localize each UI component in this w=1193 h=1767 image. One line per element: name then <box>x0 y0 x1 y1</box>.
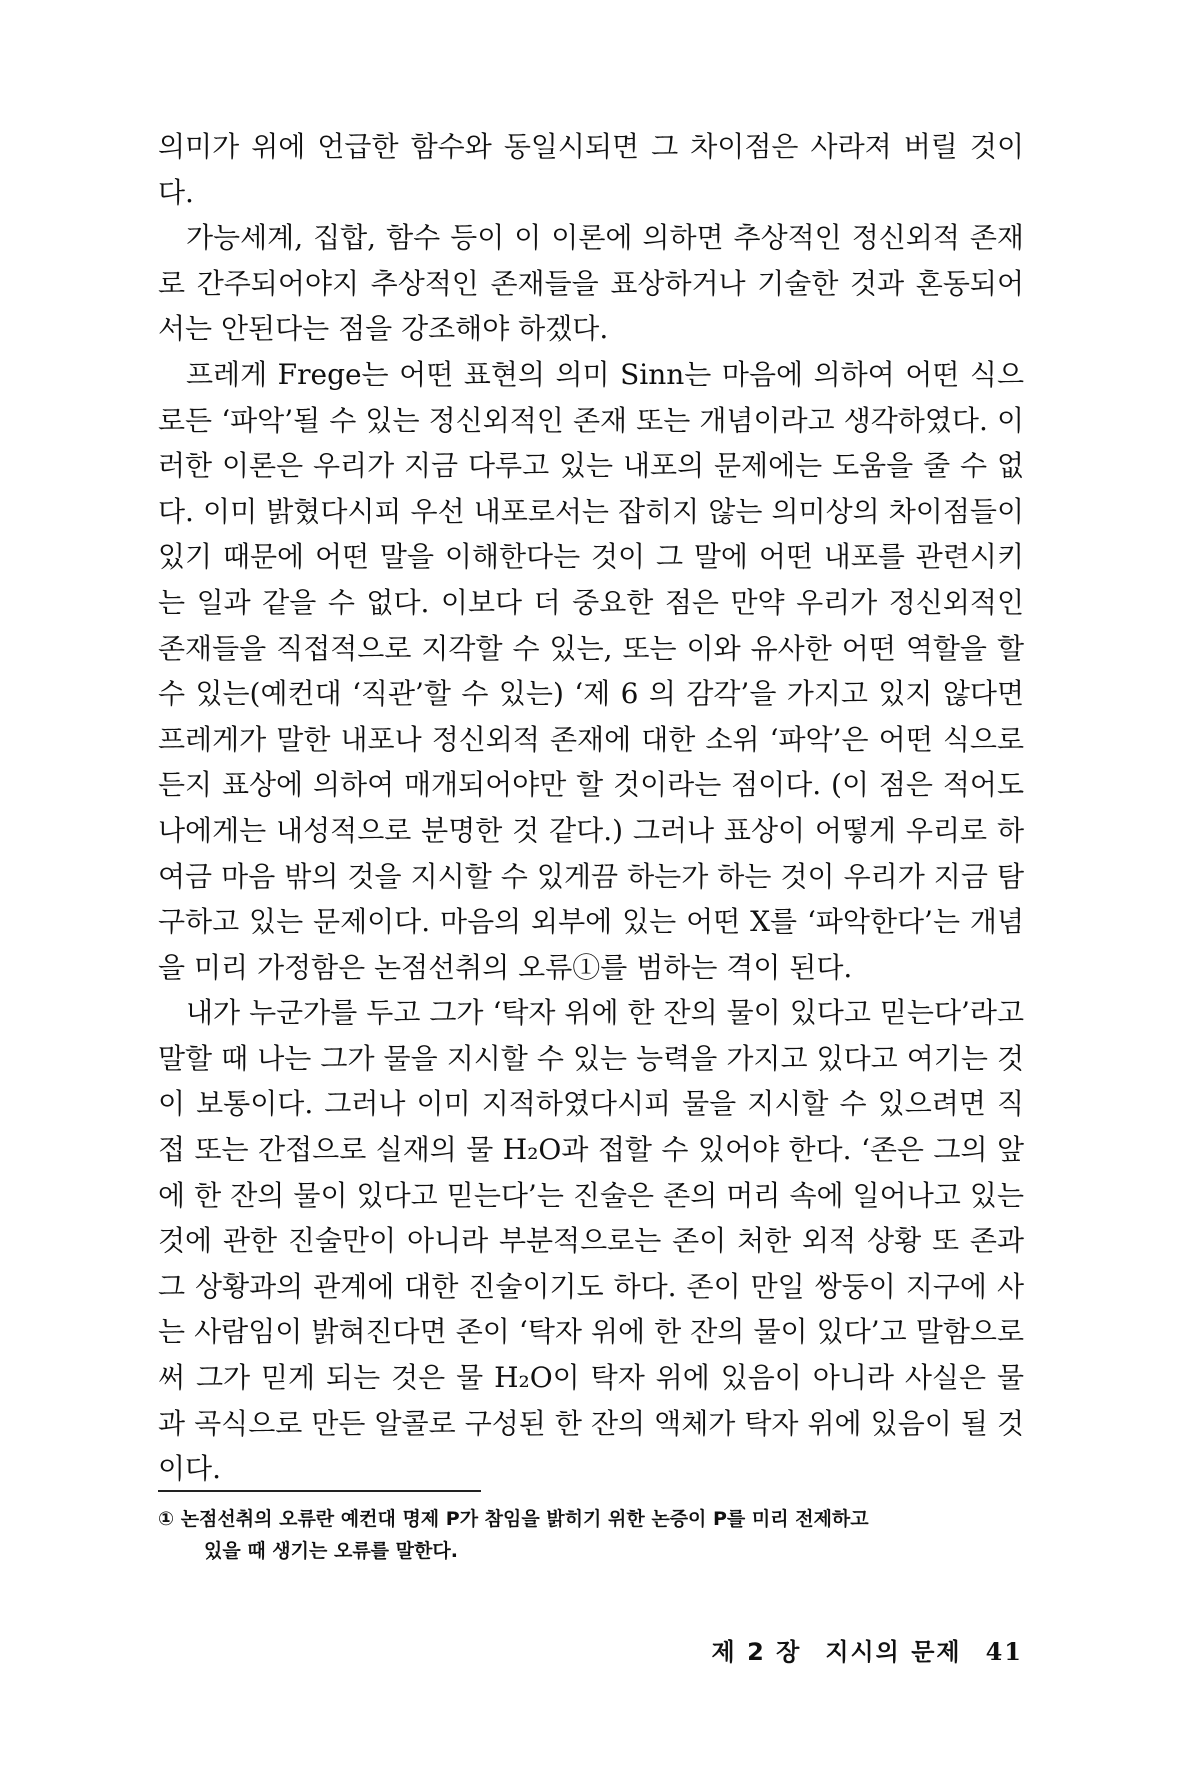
page-number: 41 <box>985 1637 1023 1666</box>
body-text <box>158 124 1024 1492</box>
paragraph: 내가 누군가를 두고 그가 ‘탁자 위에 한 잔의 물이 있다고 믿는다’라고 말할 때 나는 그가 물을 지시할 수 있는 능력을 가지고 있다고 여기는 것이 보통이다. 그러나 이미 지적하였다시피 물을 지시할 수 있으려면 직접 또는 간접으로 실재의 물 H₂O과 접할 수 있어야 한다. ‘존은 그의 앞에 한 잔의 물이 있다고 믿는다’는 진술은 존의 머리 속에 일어나고 있는 것에 관한 진술만이 아니라 부분적으로는 존이 처한 외적 상황 또 존과 그 상황과의 관계에 대한 진술이기도 하다. 존이 만일 쌍둥이 지구에 사는 사람임이 밝혀진다면 존이 ‘탁자 위에 한 잔의 물이 있다’고 말함으로써 그가 믿게 되는 것은 물 H₂O이 탁자 위에 있음이 아니라 사실은 물과 곡식으로 만든 알콜로 구성된 한 잔의 액체가 탁자 위에 있음이 될 것이다. <box>158 996 1024 1486</box>
chapter-title: 지시의 문제 <box>825 1638 962 1666</box>
footnote-line: ① 논점선취의 오류란 예컨대 명제 P가 참임을 밝히기 위한 논증이 P를 미리 전제하고 <box>158 1508 869 1530</box>
chapter-label: 제 2 장 <box>711 1638 802 1666</box>
paragraph: 의미가 위에 언급한 함수와 동일시되면 그 차이점은 사라져 버릴 것이다. <box>158 130 1024 209</box>
footnote <box>158 1503 1024 1567</box>
paragraph: 프레게 Frege는 어떤 표현의 의미 Sinn는 마음에 의하여 어떤 식으로든 ‘파악’될 수 있는 정신외적인 존재 또는 개념이라고 생각하였다. 이러한 이론은 우리가 지금 다루고 있는 내포의 문제에는 도움을 줄 수 없다. 이미 밝혔다시피 우선 내포로서는 잡히지 않는 의미상의 차이점들이 있기 때문에 어떤 말을 이해한다는 것이 그 말에 어떤 내포를 관련시키는 일과 같을 수 없다. 이보다 더 중요한 점은 만약 우리가 정신외적인 존재들을 직접적으로 지각할 수 있는, 또는 이와 유사한 어떤 역할을 할 수 있는(예컨대 ‘직관’할 수 있는) ‘제 6 의 감각’을 가지고 있지 않다면 프레게가 말한 내포나 정신외적 존재에 대한 소위 ‘파악’은 어떤 식으로든지 표상에 의하여 매개되어야만 할 것이라는 점이다. (이 점은 적어도 나에게는 내성적으로 분명한 것 같다.) 그러나 표상이 어떻게 우리로 하여금 마음 밖의 것을 지시할 수 있게끔 하는가 하는 것이 우리가 지금 탐구하고 있는 문제이다. 마음의 외부에 있는 어떤 X를 ‘파악한다’는 개념을 미리 가정함은 논점선취의 오류①를 범하는 격이 된다. <box>158 357 1024 984</box>
paragraph: 가능세계, 집합, 함수 등이 이 이론에 의하면 추상적인 정신외적 존재로 간주되어야지 추상적인 존재들을 표상하거나 기술한 것과 혼동되어서는 안된다는 점을 강조해야 하겠다. <box>158 221 1024 346</box>
running-footer <box>712 1632 1023 1667</box>
footnote-line: 있을 때 생기는 오류를 말한다. <box>204 1540 458 1562</box>
footnote-divider <box>158 1490 481 1492</box>
